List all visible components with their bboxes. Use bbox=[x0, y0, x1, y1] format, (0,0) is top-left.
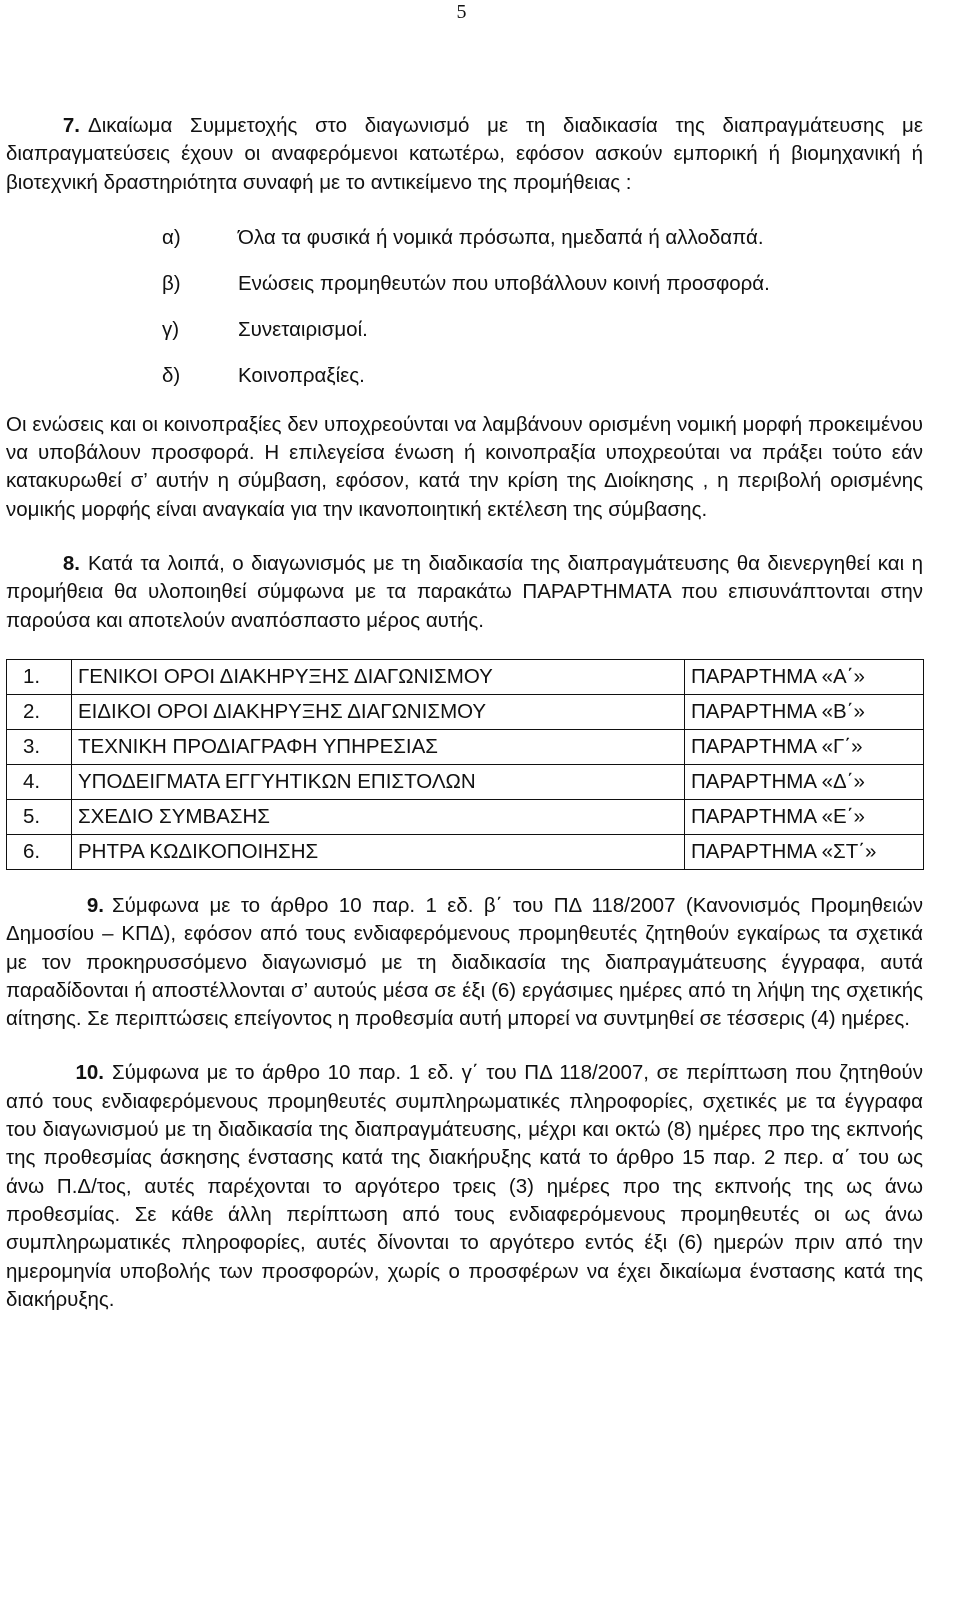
list-marker: β) bbox=[162, 271, 181, 295]
annex-title: ΕΙΔΙΚΟΙ ΟΡΟΙ ΔΙΑΚΗΡΥΞΗΣ ΔΙΑΓΩΝΙΣΜΟΥ bbox=[72, 694, 685, 729]
annex-title: ΣΧΕΔΙΟ ΣΥΜΒΑΣΗΣ bbox=[72, 799, 685, 834]
section-number: 9. bbox=[86, 893, 104, 917]
section-7-note: Οι ενώσεις και οι κοινοπραξίες δεν υποχρεούνται να λαμβάνουν ορισμένη νομική μορφή προκειμένου να υποβάλουν προσφορά. Η επιλεγείσα ένωση ή κοινοπραξία υποχρεούται να πράξει τούτο εάν κατακυρωθεί σ’ αυτήν η σύμβαση, εφόσον, κατά την κρίση της Διοίκησης , η περιβολή ορισμένης νομικής μορφής είναι αναγκαία για την ικανοποιητική εκτέλεση της σύμβασης. bbox=[6, 412, 923, 521]
table-row bbox=[7, 659, 924, 694]
list-text: Όλα τα φυσικά ή νομικά πρόσωπα, ημεδαπά ή αλλοδαπά. bbox=[238, 225, 764, 249]
list-marker: δ) bbox=[162, 363, 181, 387]
list-text: Συνεταιρισμοί. bbox=[238, 317, 368, 341]
annex-number: 2. bbox=[7, 694, 72, 729]
annex-number: 6. bbox=[7, 834, 72, 869]
list-text: Κοινοπραξίες. bbox=[238, 363, 365, 387]
annex-title: ΤΕΧΝΙΚΗ ΠΡΟΔΙΑΓΡΑΦΗ ΥΠΗΡΕΣΙΑΣ bbox=[72, 729, 685, 764]
list-marker: α) bbox=[162, 225, 181, 249]
page-number: 5 bbox=[456, 1, 467, 23]
section-8-text bbox=[6, 550, 923, 635]
table-row bbox=[7, 799, 924, 834]
annex-label: ΠΑΡΑΡΤΗΜΑ «Α΄» bbox=[685, 659, 924, 694]
section-7-intro bbox=[6, 112, 923, 197]
section-text: Σύμφωνα με το άρθρο 10 παρ. 1 εδ. β΄ του ΠΔ 118/2007 (Κανονισμός Προμηθειών Δημοσίου – ΚΠΔ), εφόσον από τους ενδιαφερόμενους προμηθευτές ζητηθούν εγκαίρως τα σχετικά με τον προκηρυσσόμενο διαγωνισμό με τη διαδικασία της διαπραγμάτευσης έγγραφα, αυτά παραδίδονται ή αποστέλλονται σ’ αυτούς μέσα σε έξι (6) εργάσιμες ημέρες από τη λήψη της σχετικής αίτησης. Σε περιπτώσεις επείγοντος η προθεσμία αυτή μπορεί να συντμηθεί σε τέσσερις (4) ημέρες. bbox=[6, 893, 923, 1031]
section-text: Κατά τα λοιπά, ο διαγωνισμός με τη διαδικασία της διαπραγμάτευσης θα διενεργηθεί και η προμήθεια θα υλοποιηθεί σύμφωνα με τα παρακάτω ΠΑΡΑΡΤΗΜΑΤΑ που επισυνάπτονται στην παρούσα και αποτελούν αναπόσπαστο μέρος αυτής. bbox=[6, 552, 923, 632]
table-row bbox=[7, 834, 924, 869]
list-item bbox=[6, 307, 923, 353]
list-text: Ενώσεις προμηθευτών που υποβάλλουν κοινή προσφορά. bbox=[238, 271, 770, 295]
section-10-text bbox=[6, 1059, 923, 1314]
table-row bbox=[7, 729, 924, 764]
section-number: 7. bbox=[62, 114, 80, 137]
annex-number: 4. bbox=[7, 764, 72, 799]
document-body bbox=[6, 112, 923, 1314]
table-row bbox=[7, 764, 924, 799]
annex-label: ΠΑΡΑΡΤΗΜΑ «Ε΄» bbox=[685, 799, 924, 834]
list-item bbox=[6, 215, 923, 261]
section-text: Σύμφωνα με το άρθρο 10 παρ. 1 εδ. γ΄ του ΠΔ 118/2007, σε περίπτωση που ζητηθούν από τους ενδιαφερόμενους προμηθευτές συμπληρωματικές πληροφορίες, σχετικές με τα έγγραφα του διαγωνισμού με τη διαδικασία της διαπραγμάτευσης, μέχρι και οκτώ (8) ημέρες προ της εκπνοής της προθεσμίας άσκησης ένστασης κατά της διακήρυξης κατά το άρθρο 15 παρ. 2 περ. α΄ του ως άνω Π.Δ/τος, αυτές παρέχονται το αργότερο τρεις (3) ημέρες προ της εκπνοής της ως άνω προθεσμίας. Σε κάθε άλλη περίπτωση από τους ενδιαφερόμενους προμηθευτές οι ως άνω συμπληρωματικές πληροφορίες, αυτές δίνονται το αργότερο εντός έξι (6) ημερών πριν από την ημερομηνία υποβολής των προσφορών, χωρίς ο προσφέρων να έχει δικαίωμα ένστασης κατά της διακήρυξης. bbox=[6, 1061, 923, 1311]
annex-title: ΓΕΝΙΚΟΙ ΟΡΟΙ ΔΙΑΚΗΡΥΞΗΣ ΔΙΑΓΩΝΙΣΜΟΥ bbox=[72, 659, 685, 694]
list-item bbox=[6, 261, 923, 307]
list-item bbox=[6, 353, 923, 399]
section-number: 10. bbox=[75, 1061, 104, 1085]
table-row bbox=[7, 694, 924, 729]
annex-number: 5. bbox=[7, 799, 72, 834]
annex-number: 1. bbox=[7, 659, 72, 694]
annex-title: ΡΗΤΡΑ ΚΩΔΙΚΟΠΟΙΗΣΗΣ bbox=[72, 834, 685, 869]
annex-number: 3. bbox=[7, 729, 72, 764]
annex-label: ΠΑΡΑΡΤΗΜΑ «Γ΄» bbox=[685, 729, 924, 764]
annex-table bbox=[6, 659, 924, 870]
annex-label: ΠΑΡΑΡΤΗΜΑ «ΣΤ΄» bbox=[685, 834, 924, 869]
section-number: 8. bbox=[62, 552, 80, 576]
annex-label: ΠΑΡΑΡΤΗΜΑ «Δ΄» bbox=[685, 764, 924, 799]
section-9-text bbox=[6, 892, 923, 1033]
list-marker: γ) bbox=[162, 317, 180, 341]
participant-list bbox=[6, 215, 923, 399]
section-text: Δικαίωμα Συμμετοχής στο διαγωνισμό με τη διαδικασία της διαπραγμάτευσης με διαπραγματεύσεις έχουν οι αναφερόμενοι κατωτέρω, εφόσον ασκούν εμπορική ή βιομηχανική ή βιοτεχνική δραστηριότητα συναφή με το αντικείμενο της προμήθειας : bbox=[6, 114, 923, 194]
annex-title: ΥΠΟΔΕΙΓΜΑΤΑ ΕΓΓΥΗΤΙΚΩΝ ΕΠΙΣΤΟΛΩΝ bbox=[72, 764, 685, 799]
annex-label: ΠΑΡΑΡΤΗΜΑ «Β΄» bbox=[685, 694, 924, 729]
